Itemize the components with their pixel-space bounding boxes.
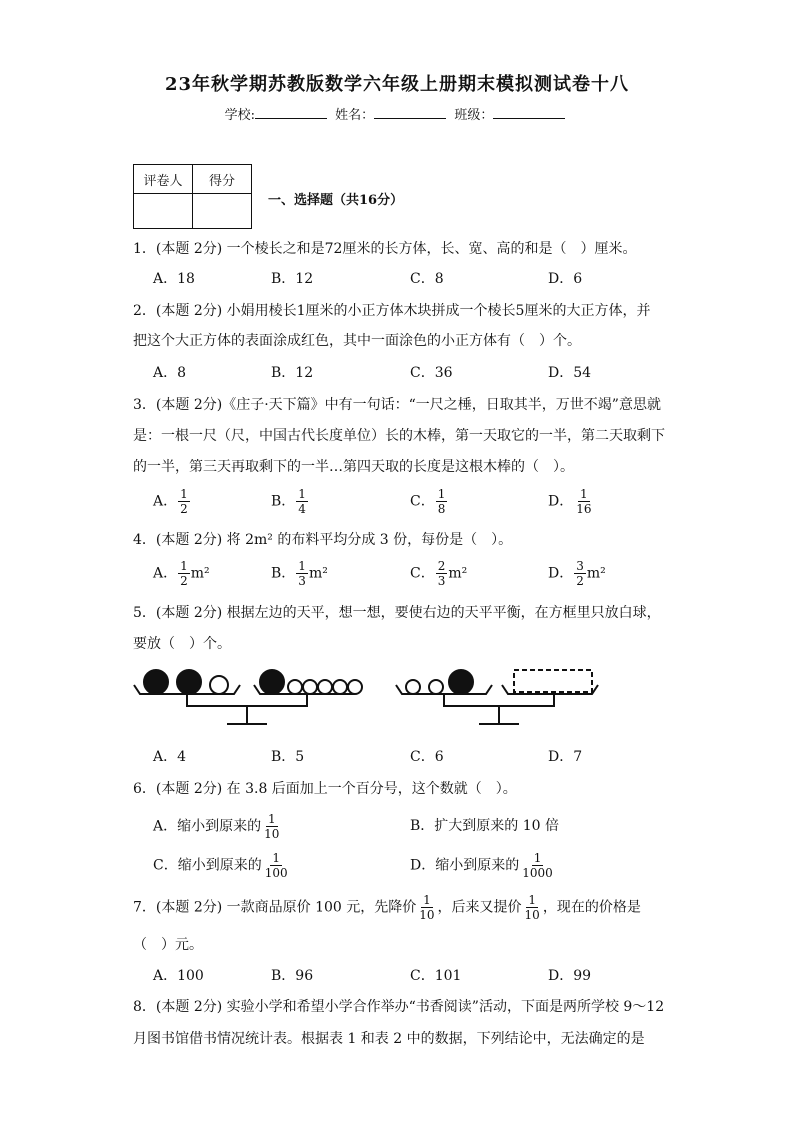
q3-option-d-fraction: $\frac{1}{16}$ bbox=[576, 487, 592, 516]
black-ball bbox=[177, 670, 201, 694]
q6-option-c-label: C．缩小到原来的 bbox=[153, 857, 262, 874]
white-ball bbox=[348, 680, 362, 694]
q3-option-d[interactable] bbox=[548, 487, 595, 516]
q7-option-a[interactable]: A．100 bbox=[153, 968, 204, 984]
q4-option-c-unit: m² bbox=[448, 565, 468, 582]
q1-option-b[interactable]: B．12 bbox=[271, 271, 314, 287]
q4-option-d-fraction: $\frac{3}{2}$ bbox=[576, 559, 584, 588]
q3-option-a[interactable] bbox=[153, 487, 191, 516]
q2-option-b[interactable]: B．12 bbox=[271, 365, 314, 381]
q4-option-b-fraction: $\frac{1}{3}$ bbox=[298, 559, 306, 588]
question-8-line2: 月图书馆借书情况统计表。根据表 1 和表 2 中的数据，下列结论中，无法确定的是 bbox=[133, 1031, 645, 1047]
q4-option-a-fraction: $\frac{1}{2}$ bbox=[180, 559, 188, 588]
q4-option-d-label: D． bbox=[548, 565, 574, 582]
white-ball bbox=[318, 680, 332, 694]
q4-option-b-label: B． bbox=[271, 565, 296, 582]
balance-figure bbox=[130, 660, 610, 740]
left-balance-beam bbox=[187, 694, 307, 706]
q1-option-a[interactable]: A．18 bbox=[153, 271, 195, 287]
white-ball bbox=[288, 680, 302, 694]
q6-option-d[interactable] bbox=[410, 851, 556, 880]
page-title: 23年秋学期苏教版数学六年级上册期末模拟测试卷十八 bbox=[164, 74, 630, 95]
grader-header: 评卷人 bbox=[134, 165, 193, 194]
q7-part2: ，后来又提价 bbox=[437, 899, 522, 916]
question-5-line2: 要放（ ）个。 bbox=[133, 636, 231, 652]
question-6: 6．(本题 2分) 在 3.8 后面加上一个百分号，这个数就（ ）。 bbox=[133, 781, 517, 797]
q6-option-a-fraction: $\frac{1}{10}$ bbox=[264, 812, 280, 841]
score-table bbox=[133, 164, 252, 229]
q7-option-d[interactable]: D．99 bbox=[548, 968, 592, 984]
question-3-line3: 的一半，第三天再取剩下的一半…第四天取的长度是这根木棒的（ ）。 bbox=[133, 459, 574, 475]
q3-option-c-fraction: $\frac{1}{8}$ bbox=[437, 487, 446, 516]
question-7-line1 bbox=[133, 893, 641, 922]
q6-option-d-fraction: $\frac{1}{1000}$ bbox=[522, 851, 553, 880]
q2-option-a[interactable]: A．8 bbox=[153, 365, 187, 381]
black-ball bbox=[260, 670, 284, 694]
white-ball bbox=[406, 680, 420, 694]
white-ball bbox=[429, 680, 443, 694]
q6-option-d-label: D．缩小到原来的 bbox=[410, 857, 520, 874]
question-8-line1: 8．(本题 2分) 实验小学和希望小学合作举办“书香阅读”活动，下面是两所学校 9～12 bbox=[133, 999, 665, 1015]
school-label: 学校: bbox=[224, 108, 256, 123]
q6-option-c[interactable] bbox=[153, 851, 291, 880]
q1-option-d[interactable]: D．6 bbox=[548, 271, 583, 287]
score-cell[interactable] bbox=[193, 194, 252, 229]
q6-option-a[interactable] bbox=[153, 812, 282, 841]
q6-option-a-label: A．缩小到原来的 bbox=[153, 818, 262, 835]
q7-part3: ，现在的价格是 bbox=[542, 899, 641, 916]
q3-option-a-label: A． bbox=[153, 493, 178, 510]
q4-option-a[interactable] bbox=[153, 559, 210, 588]
q3-option-d-label: D． bbox=[548, 493, 574, 510]
name-label: 姓名： bbox=[335, 108, 375, 123]
question-1: 1．(本题 2分) 一个棱长之和是72厘米的长方体，长、宽、高的和是（ ）厘米。 bbox=[133, 241, 637, 257]
question-2-line2: 把这个大正方体的表面涂成红色，其中一面涂色的小正方体有（ ）个。 bbox=[133, 333, 581, 349]
name-blank[interactable] bbox=[374, 106, 446, 119]
question-5-line1: 5．(本题 2分) 根据左边的天平，想一想，要使右边的天平平衡，在方框里只放白球， bbox=[133, 605, 661, 621]
grader-cell[interactable] bbox=[134, 194, 193, 229]
q4-option-b-unit: m² bbox=[308, 565, 328, 582]
q4-option-c-label: C． bbox=[410, 565, 435, 582]
right-balance-stand bbox=[479, 706, 519, 724]
q3-option-b[interactable] bbox=[271, 487, 309, 516]
question-3-line1: 3．(本题 2分)《庄子·天下篇》中有一句话：“一尺之棰，日取其半，万世不竭”意思就 bbox=[133, 397, 661, 413]
right-balance bbox=[396, 670, 598, 724]
white-ball bbox=[303, 680, 317, 694]
q6-option-b[interactable]: B．扩大到原来的 10 倍 bbox=[410, 818, 560, 834]
question-3-line2: 是：一根一尺（尺，中国古代长度单位）长的木棒，第一天取它的一半，第二天取剩下 bbox=[133, 428, 665, 444]
right-balance-beam bbox=[444, 694, 554, 706]
section-heading: 一、选择题（共16分） bbox=[268, 193, 404, 208]
q7-fraction-2: $\frac{1}{10}$ bbox=[524, 893, 540, 922]
q6-option-c-fraction: $\frac{1}{100}$ bbox=[264, 851, 288, 880]
q4-option-c[interactable] bbox=[410, 559, 467, 588]
q4-option-d-unit: m² bbox=[586, 565, 606, 582]
school-blank[interactable] bbox=[255, 106, 327, 119]
class-blank[interactable] bbox=[493, 106, 565, 119]
q7-option-c[interactable]: C．101 bbox=[410, 968, 462, 984]
question-7-line2: （ ）元。 bbox=[133, 937, 203, 953]
q4-option-d[interactable] bbox=[548, 559, 606, 588]
answer-box bbox=[514, 670, 592, 692]
q4-option-a-label: A． bbox=[153, 565, 178, 582]
q7-fraction-1: $\frac{1}{10}$ bbox=[419, 893, 435, 922]
q5-option-a[interactable]: A．4 bbox=[153, 749, 187, 765]
white-ball bbox=[210, 676, 228, 694]
left-balance-stand bbox=[227, 706, 267, 724]
q3-option-c-label: C． bbox=[410, 493, 435, 510]
question-4: 4．(本题 2分) 将 2m² 的布料平均分成 3 份，每份是（ ）。 bbox=[133, 532, 513, 548]
q4-option-b[interactable] bbox=[271, 559, 328, 588]
q5-option-d[interactable]: D．7 bbox=[548, 749, 583, 765]
q4-option-a-unit: m² bbox=[190, 565, 210, 582]
white-ball bbox=[333, 680, 347, 694]
q2-option-c[interactable]: C．36 bbox=[410, 365, 453, 381]
q5-option-c[interactable]: C．6 bbox=[410, 749, 444, 765]
q7-option-b[interactable]: B．96 bbox=[271, 968, 314, 984]
q3-option-b-label: B． bbox=[271, 493, 296, 510]
q4-option-c-fraction: $\frac{2}{3}$ bbox=[437, 559, 446, 588]
black-ball bbox=[449, 670, 473, 694]
class-label: 班级： bbox=[454, 108, 494, 123]
q1-option-c[interactable]: C．8 bbox=[410, 271, 444, 287]
black-ball bbox=[144, 670, 168, 694]
q3-option-c[interactable] bbox=[410, 487, 448, 516]
q3-option-b-fraction: $\frac{1}{4}$ bbox=[298, 487, 306, 516]
q7-part1: 7．(本题 2分) 一款商品原价 100 元，先降价 bbox=[133, 899, 417, 916]
q2-option-d[interactable]: D．54 bbox=[548, 365, 592, 381]
question-2-line1: 2．(本题 2分) 小娟用棱长1厘米的小正方体木块拼成一个棱长5厘米的大正方体，并 bbox=[133, 303, 651, 319]
left-balance bbox=[134, 670, 362, 724]
student-info-line bbox=[0, 104, 794, 123]
q3-option-a-fraction: $\frac{1}{2}$ bbox=[180, 487, 188, 516]
score-header: 得分 bbox=[193, 165, 252, 194]
q5-option-b[interactable]: B．5 bbox=[271, 749, 305, 765]
